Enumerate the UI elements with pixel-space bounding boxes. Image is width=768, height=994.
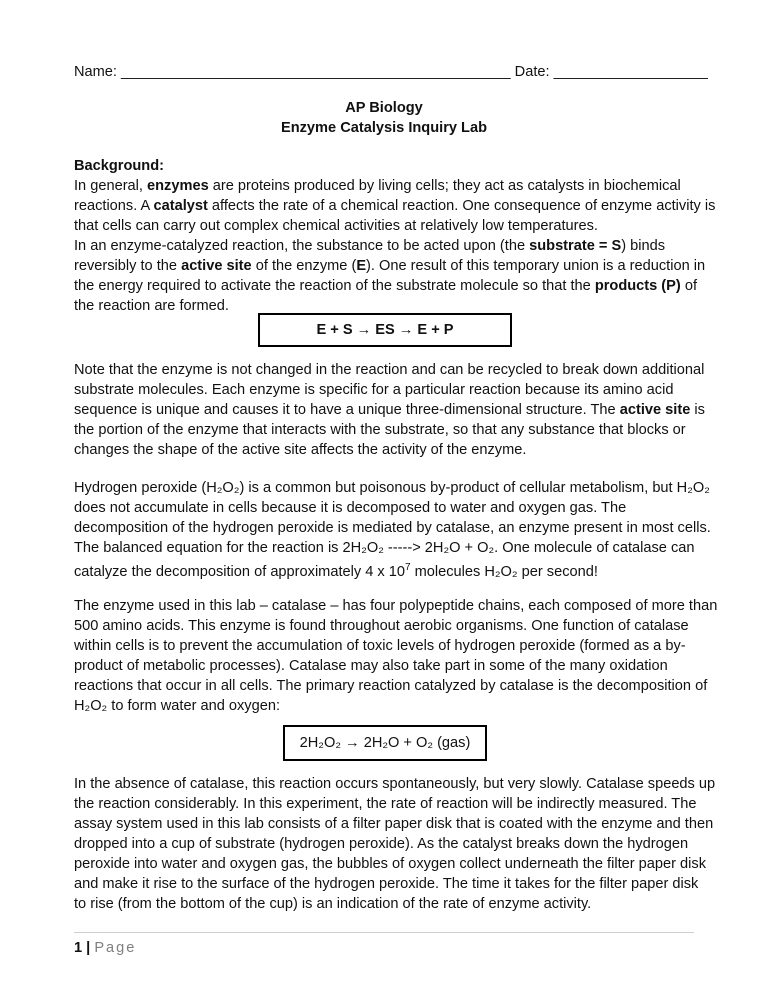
page-label: Page [94,940,137,956]
page-number: 1 [74,940,83,956]
course-title: AP Biology [345,100,423,116]
footer-divider [74,932,694,933]
name-date-line: Name: ________________________________________________ Date: ___________________ [74,64,708,80]
background-heading: Background: [74,158,164,174]
equation-catalase-box: 2H₂O₂ → 2H₂O + O₂ (gas) [283,725,487,761]
document-page: Name: ________________________________________________ Date: ___________________ AP Biology Enzyme Catalysis Inquiry Lab Background: In general, enzymes are proteins produced by living cells; they act as catalysts in biochemical reactions. A catalyst affects the rate of a chemical reaction. One consequence of enzyme activity is that cells can carry out complex chemical activities at relatively low temperatures. In an enzyme-catalyzed reaction, the substance to be acted upon (the substrate = S) binds reversibly to the active site of the enzyme (E). One result of this temporary union is a reduction in the energy required to activate the reaction of the substrate molecule so that the products (P) of the reaction are formed. E + S → ES → E + P Note that the enzyme is not changed in the reaction and can be recycled to break down additional substrate molecules. Each enzyme is specific for a particular reaction because its amino acid sequence is unique and causes it to have a unique three-dimensional structure. The active site is the portion of the enzyme that interacts with the substrate, so that any substance that blocks or changes the shape of the active site affects the activity of the enzyme. Hydrogen peroxide (H₂O₂) is a common but poisonous by-product of cellular metabolism, but H₂O₂ does not accumulate in cells because it is decomposed to water and oxygen gas. The decomposition of the hydrogen peroxide is mediated by catalase, an enzyme present in most cells. The balanced equation for the reaction is 2H₂O₂ -----> 2H₂O + O₂. One molecule of catalase can catalyze the decomposition of approximately 4 x $10^7$ molecules H₂O₂ per second! The enzyme used in this lab – catalase – has four polypeptide chains, each composed of more than 500 amino acids. This enzyme is found throughout aerobic organisms. One function of catalase within cells is to prevent the accumulation of toxic levels of hydrogen peroxide (formed as a by- product of metabolic processes). Catalase may also take part in some of the many oxidation reactions that occur in all cells. The primary reaction catalyzed by catalase is the decomposition of H₂O₂ to form water and oxygen: 2H₂O₂ → 2H₂O + O₂ (gas) In the absence of catalase, this reaction occurs spontaneously, but very slowly. Catalase speeds up the reaction considerably. In this experiment, the rate of reaction will be indirectly measured. The assay system used in this lab consists of a filter paper disk that is coated with the enzyme and then dropped into a cup of substrate (hydrogen peroxide). As the catalyst breaks down the hydrogen peroxide into water and oxygen gas, the bubbles of oxygen collect underneath the filter paper disk and make it rise to the surface of the hydrogen peroxide. The time it takes for the filter paper disk to rise (from the bottom of the cup) is an indication of the rate of enzyme activity. 1 | Page [0,0,768,994]
lab-title: Enzyme Catalysis Inquiry Lab [280,120,487,136]
equation-enzyme-box: E + S → ES → E + P [258,313,512,347]
page-footer: 1 | Page [74,940,137,956]
